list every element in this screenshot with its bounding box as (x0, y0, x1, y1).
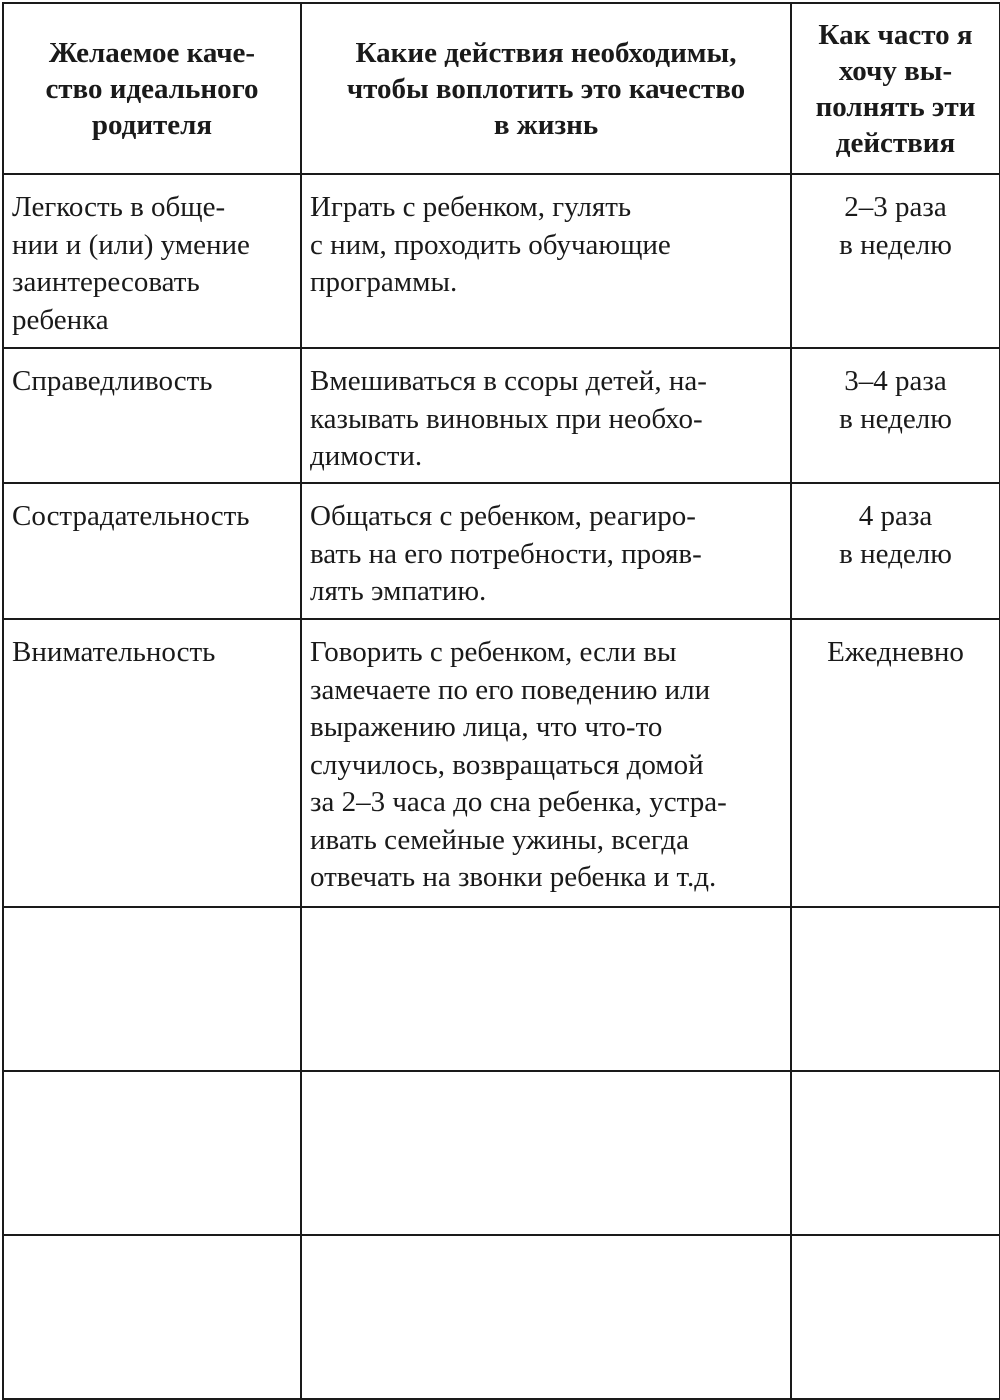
cell-actions-empty[interactable] (301, 1071, 791, 1235)
cell-actions (301, 483, 791, 619)
table-header-row (3, 3, 1000, 174)
table-row (3, 348, 1000, 483)
table-row-empty (3, 1071, 1000, 1235)
cell-quality (3, 348, 301, 483)
table-row (3, 619, 1000, 907)
header-desired-quality-text: Желаемое каче- ство идеального родителя (45, 36, 259, 141)
cell-frequency (791, 174, 1000, 348)
cell-frequency-empty[interactable] (791, 1071, 1000, 1235)
header-required-actions (301, 3, 791, 174)
table-row-empty (3, 907, 1000, 1071)
header-required-actions-text: Какие действия необходимы, чтобы воплотить это качество в жизнь (346, 36, 746, 141)
cell-actions (301, 174, 791, 348)
cell-quality-text: Справедливость (12, 365, 213, 397)
parent-qualities-table (2, 2, 1000, 1400)
table-row (3, 174, 1000, 348)
cell-actions (301, 348, 791, 483)
cell-actions-text: Играть с ребенком, гулять с ним, проходить обучающие программы. (310, 191, 671, 298)
cell-frequency (791, 348, 1000, 483)
header-frequency (791, 3, 1000, 174)
cell-quality-text: Легкость в обще- нии и (или) умение заинтересовать ребенка (12, 191, 250, 336)
header-frequency-text: Как часто я хочу вы- полнять эти действия (815, 18, 976, 159)
cell-frequency-text: 2–3 раза в неделю (839, 191, 952, 261)
cell-frequency (791, 483, 1000, 619)
cell-quality (3, 174, 301, 348)
cell-actions (301, 619, 791, 907)
page (2, 2, 999, 1397)
cell-actions-text: Говорить с ребенком, если вы замечаете по его поведению или выражению лица, что что-то случилось, возвращаться домой за 2–3 часа до сна ребенка, устра- ивать семейные ужины, всегда отвечать на звонки ребенка и т.д. (310, 636, 727, 893)
cell-frequency (791, 619, 1000, 907)
cell-quality (3, 483, 301, 619)
cell-frequency-text: Ежедневно (827, 636, 964, 668)
cell-quality-empty[interactable] (3, 1071, 301, 1235)
cell-quality (3, 619, 301, 907)
cell-frequency-text: 3–4 раза в неделю (839, 365, 952, 435)
header-desired-quality (3, 3, 301, 174)
cell-frequency-text: 4 раза в неделю (839, 500, 952, 570)
cell-actions-empty[interactable] (301, 1235, 791, 1399)
cell-quality-text: Внимательность (12, 636, 216, 668)
cell-quality-text: Сострадательность (12, 500, 250, 532)
cell-frequency-empty[interactable] (791, 1235, 1000, 1399)
table-row (3, 483, 1000, 619)
table-row-empty (3, 1235, 1000, 1399)
cell-quality-empty[interactable] (3, 907, 301, 1071)
cell-actions-text: Общаться с ребенком, реагиро- вать на его потребности, прояв- лять эмпатию. (310, 500, 702, 607)
cell-frequency-empty[interactable] (791, 907, 1000, 1071)
cell-actions-text: Вмешиваться в ссоры детей, на- казывать виновных при необхо- димости. (310, 365, 707, 472)
cell-quality-empty[interactable] (3, 1235, 301, 1399)
cell-actions-empty[interactable] (301, 907, 791, 1071)
